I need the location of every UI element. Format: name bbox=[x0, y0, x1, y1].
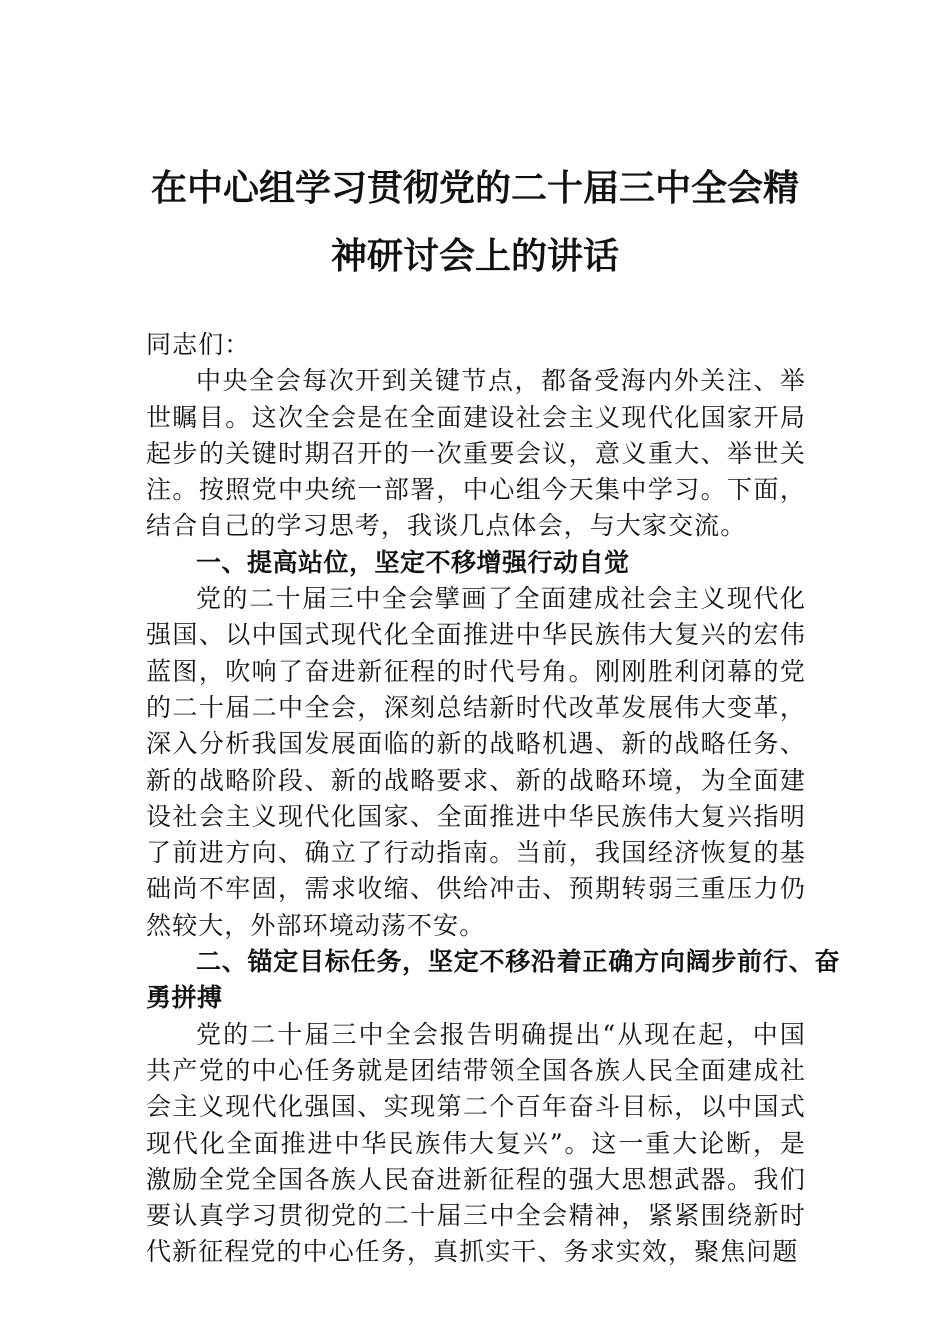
section-2-paragraph: 党的二十届三中全会报告明确提出“从现在起，中国共产党的中心任务就是团结带领全国各族人民全面建成社会主义现代化强国、实现第二个百年奋斗目标，以中国式现代化全面推进中华民族伟大复兴”。这一重大论断，是激励全党全国各族人民奋进新征程的强大思想武器。我们要认真学习贯彻党的二十届三中全会精神，紧紧围绕新时代新征程党的中心任务，真抓实干、务求实效，聚焦问题 bbox=[146, 1019, 806, 1267]
section-heading-2: 二、锚定目标任务，坚定不移沿着正确方向阔步前行、奋勇拼搏 bbox=[146, 947, 840, 1013]
section-1-paragraph: 党的二十届三中全会擘画了全面建成社会主义现代化强国、以中国式现代化全面推进中华民族伟大复兴的宏伟蓝图，吹响了奋进新征程的时代号角。刚刚胜利闭幕的党的二十届二中全会，深刻总结新时代改革发展伟大变革，深入分析我国发展面临的新的战略机遇、新的战略任务、新的战略阶段、新的战略要求、新的战略环境，为全面建设社会主义现代化国家、全面推进中华民族伟大复兴指明了前进方向、确立了行动指南。当前，我国经济恢复的基础尚不牢固，需求收缩、供给冲击、预期转弱三重压力仍然较大，外部环境动荡不安。 bbox=[146, 584, 806, 940]
section-heading-1: 一、提高站位，坚定不移增强行动自觉 bbox=[196, 547, 630, 577]
document-title-line-1: 在中心组学习贯彻党的二十届三中全会精 bbox=[150, 167, 799, 209]
intro-paragraph: 中央全会每次开到关键节点，都备受海内外关注、举世瞩目。这次全会是在全面建设社会主义现代化国家开局起步的关键时期召开的一次重要会议，意义重大、举世关注。按照党中央统一部署，中心组今天集中学习。下面，结合自己的学习思考，我谈几点体会，与大家交流。 bbox=[146, 366, 806, 541]
document-title-line-2: 神研讨会上的讲话 bbox=[330, 235, 619, 277]
salutation: 同志们： bbox=[146, 330, 251, 359]
document-body bbox=[146, 327, 840, 1271]
